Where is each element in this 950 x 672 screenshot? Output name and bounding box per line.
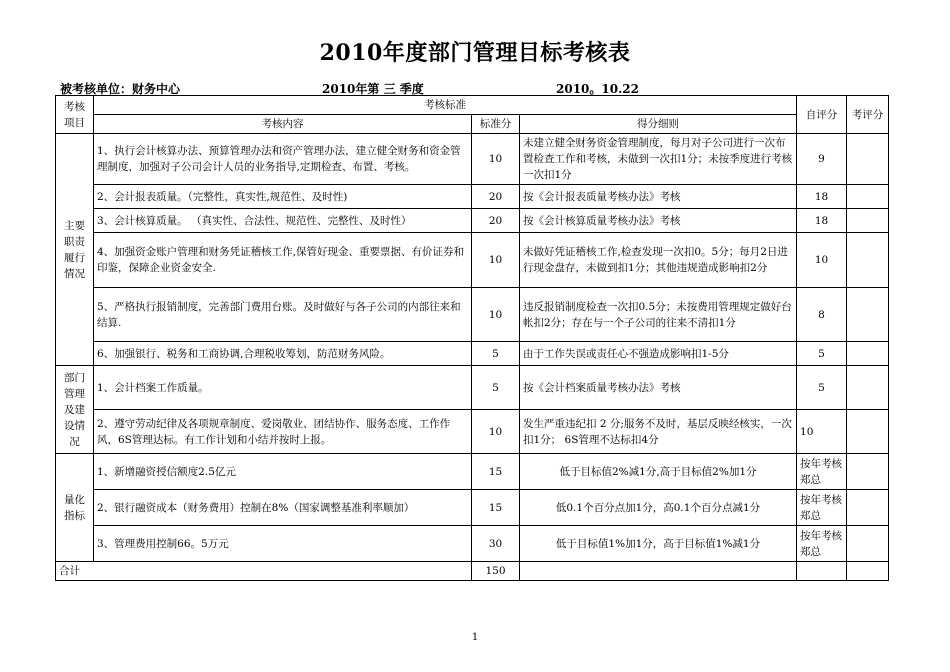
row-review-score — [847, 233, 889, 288]
row-content: 2、遵守劳动纪律及各项规章制度、爱岗敬业、团结协作、服务态度、工作作风，6S管理达标。有工作计划和小结并按时上报。 — [94, 410, 472, 454]
category-duties — [56, 134, 94, 366]
total-std-score: 150 — [472, 562, 520, 581]
row-content: 1、会计档案工作质量。 — [94, 366, 472, 410]
row-detail: 低0.1个百分点加1分，高0.1个百分点减1分 — [520, 490, 797, 526]
row-content: 2、银行融资成本（财务费用）控制在8%（国家调整基准利率顺加） — [94, 490, 472, 526]
row-self-score: 5 — [797, 366, 847, 410]
table-row — [56, 454, 889, 490]
document-title: 2010年度部门管理目标考核表 — [319, 40, 631, 66]
row-review-score — [847, 209, 889, 233]
table-row — [56, 209, 889, 233]
row-std-score: 30 — [472, 526, 520, 562]
row-review-score — [847, 526, 889, 562]
row-self-score: 按年考核郑总 — [797, 490, 847, 526]
row-review-score — [847, 490, 889, 526]
row-std-score: 20 — [472, 209, 520, 233]
table-row — [56, 526, 889, 562]
row-detail: 低于目标值2%减1分,高于目标值2%加1分 — [520, 454, 797, 490]
row-review-score — [847, 185, 889, 209]
header-standard-group: 考核标准 — [94, 96, 797, 115]
header-row-bottom — [56, 115, 889, 134]
row-self-score: 10 — [797, 410, 847, 454]
table-row — [56, 410, 889, 454]
row-content: 6、加强银行、税务和工商协调,合理税收筹划，防范财务风险。 — [94, 342, 472, 366]
row-self-score: 8 — [797, 288, 847, 342]
table-row — [56, 366, 889, 410]
row-self-score: 18 — [797, 185, 847, 209]
row-detail: 未建立健全财务资金管理制度，每月对子公司进行一次布置检查工作和考核，未做到一次扣1分；未按季度进行考核一次扣1分 — [520, 134, 797, 185]
assessment-table — [55, 95, 889, 581]
total-row — [56, 562, 889, 581]
table-row — [56, 134, 889, 185]
assessment-period: 2010年第 三 季度 — [322, 82, 424, 96]
row-std-score: 10 — [472, 288, 520, 342]
category-label: 量化 指标 — [64, 493, 85, 522]
row-review-score — [847, 134, 889, 185]
row-review-score — [847, 410, 889, 454]
row-std-score: 15 — [472, 490, 520, 526]
row-self-score: 10 — [797, 233, 847, 288]
row-content: 1、执行会计核算办法、预算管理办法和资产管理办法，建立健全财务和资金管理制度，加强对子公司会计人员的业务指导,定期检查、布置、考核。 — [94, 134, 472, 185]
row-detail: 低于目标值1%加1分，高于目标值1%减1分 — [520, 526, 797, 562]
row-content: 4、加强资金账户管理和财务凭证稽核工作,保管好现金、重要票据、有价证券和印鉴，保障企业资金安全. — [94, 233, 472, 288]
table-row — [56, 490, 889, 526]
row-detail: 未做好凭证稽核工作,检查发现一次扣0。5分；每月2日进行现金盘存，未做到扣1分；其他违规造成影响扣2分 — [520, 233, 797, 288]
row-std-score: 10 — [472, 233, 520, 288]
row-self-score: 5 — [797, 342, 847, 366]
row-detail: 按《会计档案质量考核办法》考核 — [520, 366, 797, 410]
row-review-score — [847, 342, 889, 366]
row-self-score: 按年考核郑总 — [797, 454, 847, 490]
row-detail: 由于工作失误或责任心不强造成影响扣1-5分 — [520, 342, 797, 366]
row-content: 2、会计报表质量。（完整性，真实性,规范性、及时性) — [94, 185, 472, 209]
assessment-date: 2010。10.22 — [556, 82, 639, 96]
row-std-score: 10 — [472, 134, 520, 185]
header-row-top — [56, 96, 889, 115]
row-content: 3、会计核算质量。 （真实性、合法性、规范性、完整性、及时性） — [94, 209, 472, 233]
row-self-score: 9 — [797, 134, 847, 185]
page-number: 1 — [471, 632, 479, 643]
header-std-score: 标准分 — [472, 115, 520, 134]
row-std-score: 5 — [472, 366, 520, 410]
table-row — [56, 342, 889, 366]
category-label: 部门 管理 及建 设情 况 — [64, 371, 85, 448]
total-self-score — [797, 562, 847, 581]
row-self-score: 18 — [797, 209, 847, 233]
row-detail: 按《会计报表质量考核办法》考核 — [520, 185, 797, 209]
header-self-score: 自评分 — [797, 96, 847, 134]
row-review-score — [847, 288, 889, 342]
header-item — [56, 96, 94, 134]
row-review-score — [847, 454, 889, 490]
category-quantitative — [56, 454, 94, 562]
row-std-score: 15 — [472, 454, 520, 490]
table-row — [56, 288, 889, 342]
header-detail: 得分细则 — [520, 115, 797, 134]
row-std-score: 20 — [472, 185, 520, 209]
assessed-unit: 被考核单位：财务中心 — [60, 82, 181, 96]
row-review-score — [847, 366, 889, 410]
total-label: 合计 — [56, 562, 472, 581]
row-detail: 违反报销制度检查一次扣0.5分；未按费用管理规定做好台帐扣2分；存在与一个子公司的往来不清扣1分 — [520, 288, 797, 342]
header-review-score: 考评分 — [847, 96, 889, 134]
row-content: 1、新增融资授信额度2.5亿元 — [94, 454, 472, 490]
total-detail — [520, 562, 797, 581]
row-detail: 按《会计核算质量考核办法》考核 — [520, 209, 797, 233]
row-content: 3、管理费用控制66。5万元 — [94, 526, 472, 562]
table-row — [56, 233, 889, 288]
row-content: 5、严格执行报销制度，完善部门费用台账。及时做好与各子公司的内部往来和结算. — [94, 288, 472, 342]
category-label: 主要 职责 履行 情况 — [64, 219, 85, 280]
category-management — [56, 366, 94, 454]
table-row — [56, 185, 889, 209]
row-self-score: 按年考核郑总 — [797, 526, 847, 562]
row-std-score: 5 — [472, 342, 520, 366]
row-detail: 发生严重违纪扣 2 分;服务不及时，基层反映经核实，一次扣1分； 6S管理不达标扣4分 — [520, 410, 797, 454]
row-std-score: 10 — [472, 410, 520, 454]
total-review-score — [847, 562, 889, 581]
header-item-label: 考核 项目 — [64, 100, 85, 129]
header-content: 考核内容 — [94, 115, 472, 134]
